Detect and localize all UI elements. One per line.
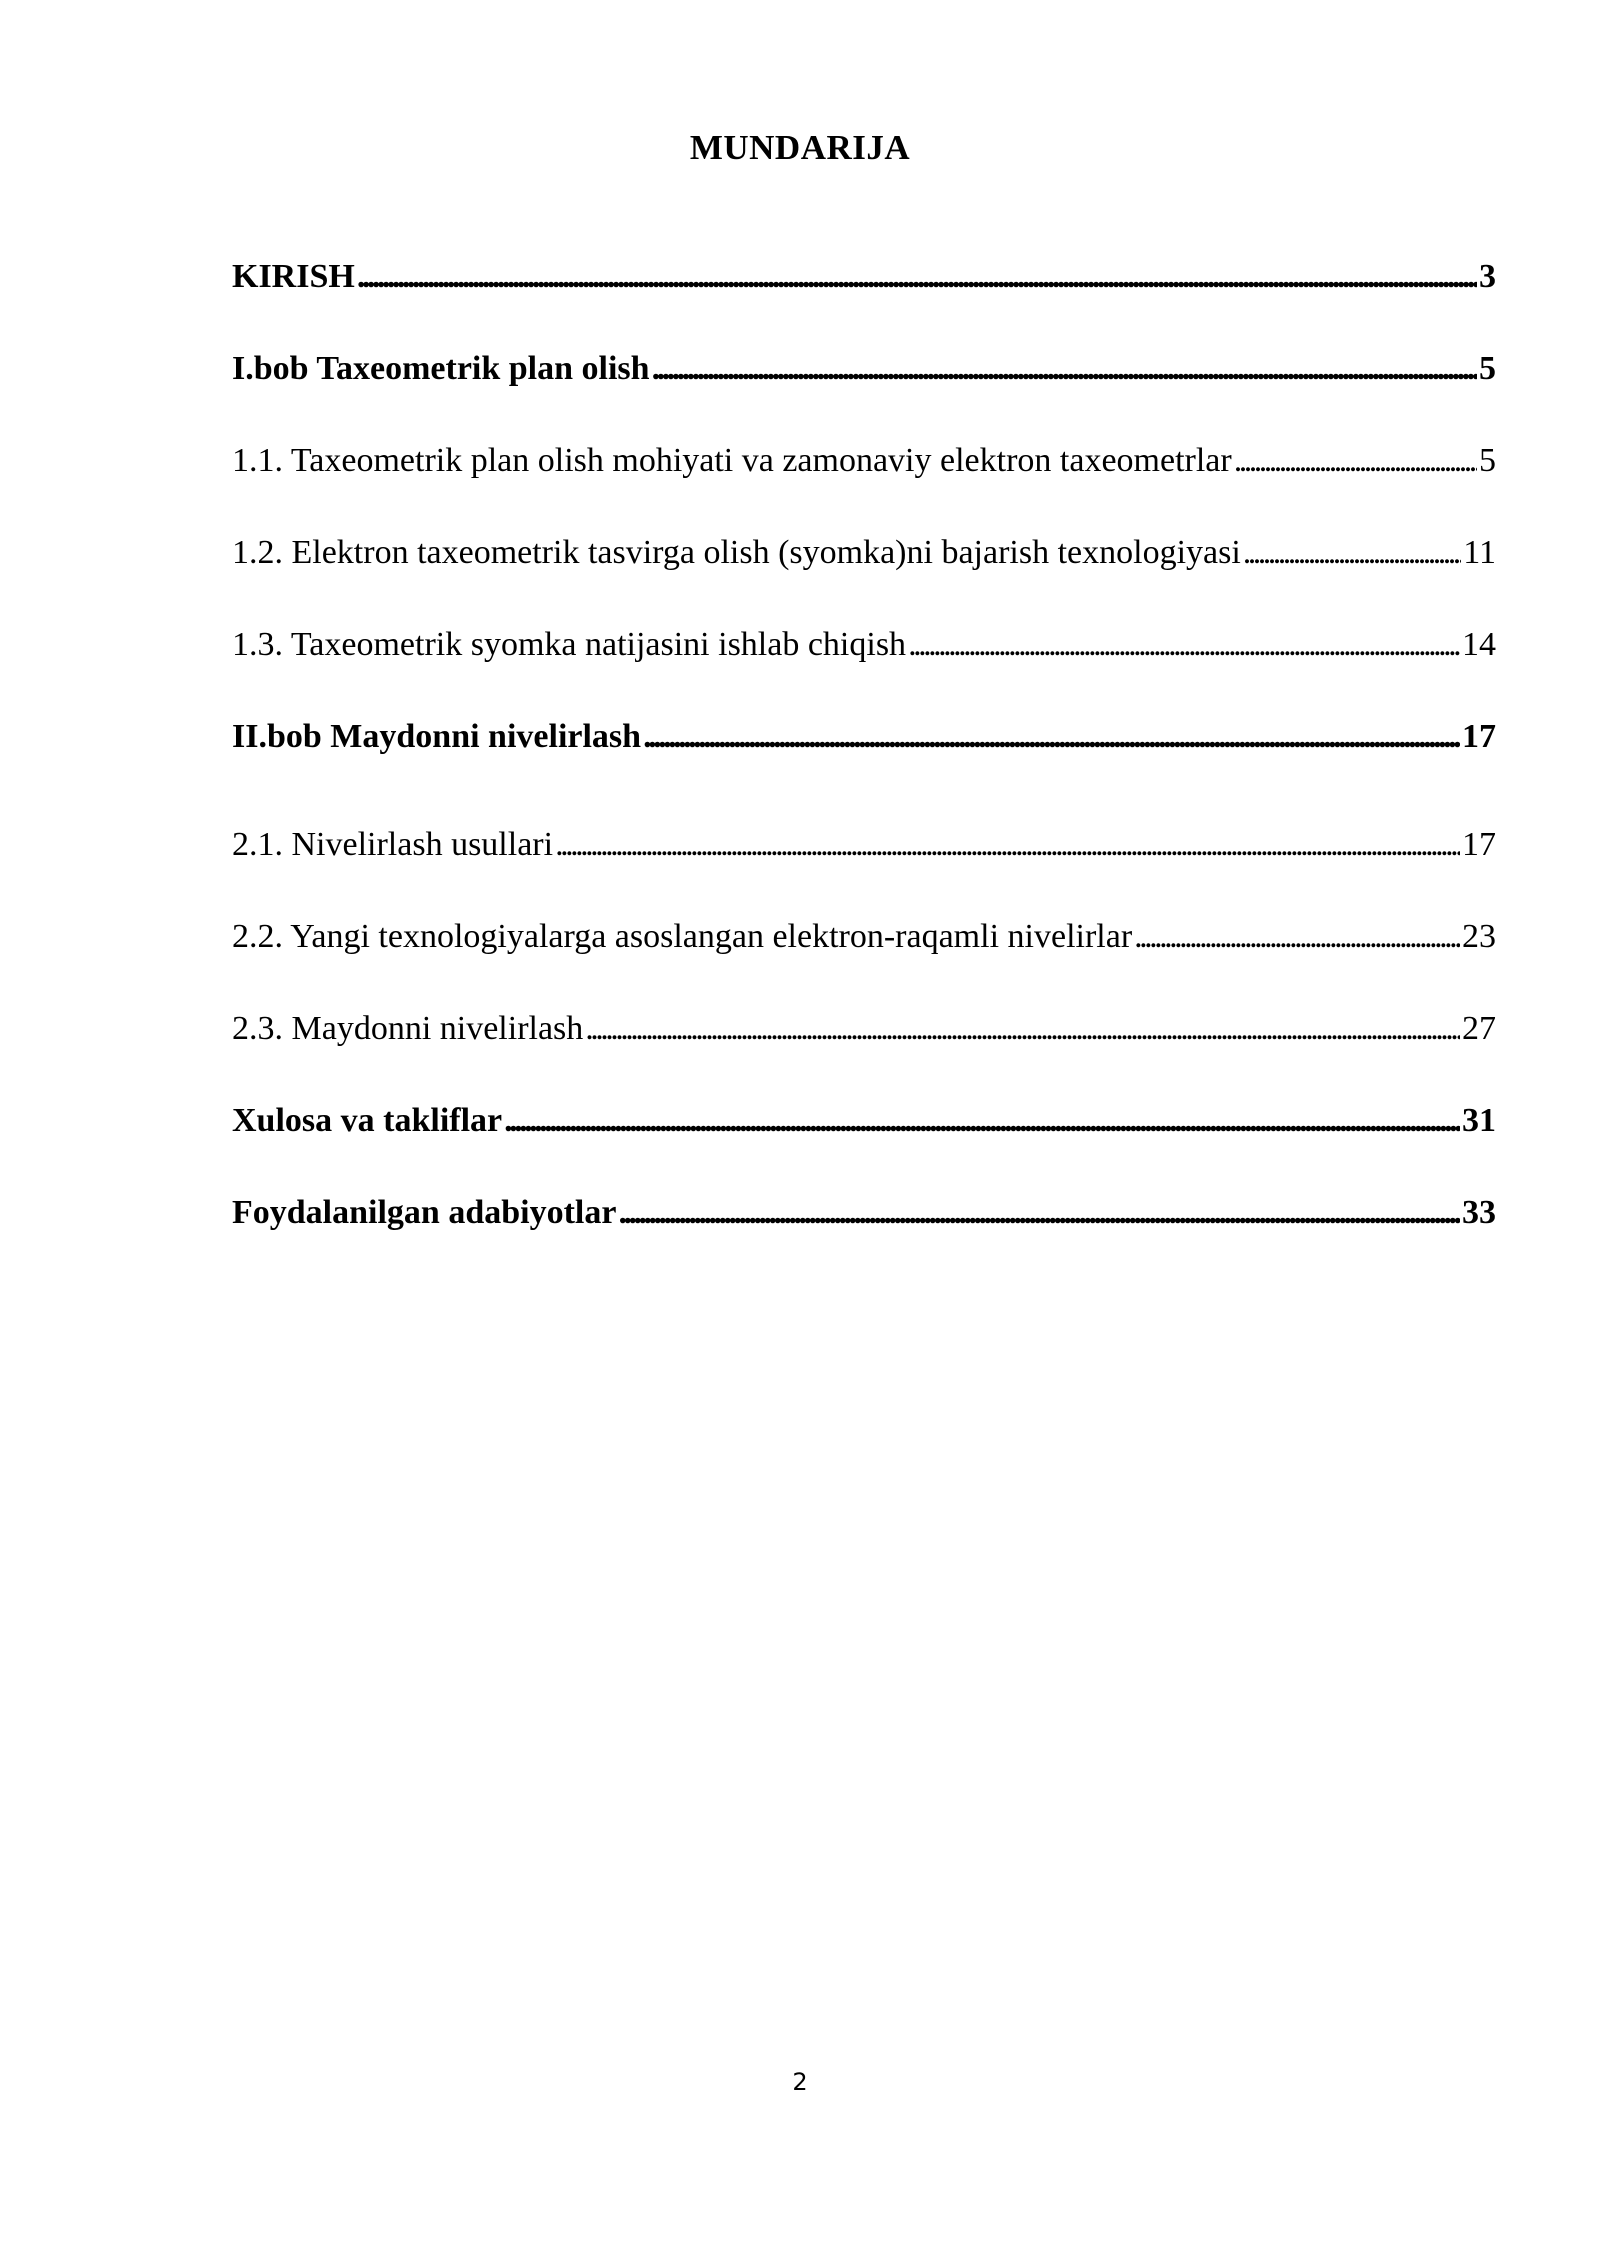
- toc-entry-1-3[interactable]: [232, 626, 1496, 676]
- document-title: MUNDARIJA: [689, 128, 911, 167]
- toc-entry-page: 14: [1462, 626, 1496, 663]
- toc-entry-kirish[interactable]: [232, 258, 1496, 308]
- toc-leader-dots: [643, 718, 1460, 756]
- toc-entry-page: 17: [1462, 718, 1496, 755]
- toc-entry-chapter-2[interactable]: [232, 718, 1496, 768]
- toc-leader-dots: [1243, 534, 1461, 572]
- toc-entry-label: Foydalanilgan adabiyotlar: [232, 1194, 617, 1231]
- toc-leader-dots: [908, 626, 1460, 664]
- toc-entry-label: 1.1. Taxeometrik plan olish mohiyati va zamonaviy elektron taxeometrlar: [232, 442, 1232, 479]
- toc-leader-dots: [585, 1010, 1460, 1048]
- toc-leader-dots: [618, 1194, 1460, 1232]
- toc-leader-dots: [652, 350, 1477, 388]
- toc-entry-label: 2.1. Nivelirlash usullari: [232, 826, 554, 863]
- toc-entry-page: 17: [1462, 826, 1496, 863]
- toc-entry-conclusion[interactable]: [232, 1102, 1496, 1152]
- toc-entry-label: 1.2. Elektron taxeometrik tasvirga olish (syomka)ni bajarish texnologiyasi: [232, 534, 1241, 571]
- toc-entry-label: I.bob Taxeometrik plan olish: [232, 350, 650, 387]
- toc-entry-label: II.bob Maydonni nivelirlash: [232, 718, 642, 755]
- toc-leader-dots: [1234, 442, 1477, 480]
- toc-leader-dots: [357, 258, 1477, 296]
- toc-entry-chapter-1[interactable]: [232, 350, 1496, 400]
- toc-entry-label: KIRISH: [232, 258, 355, 295]
- toc-entry-page: 33: [1462, 1194, 1496, 1231]
- toc-entry-page: 3: [1479, 258, 1496, 295]
- toc-entry-page: 5: [1479, 350, 1496, 387]
- page-number: 2: [792, 2068, 808, 2096]
- toc-entry-label: 2.2. Yangi texnologiyalarga asoslangan elektron-raqamli nivelirlar: [232, 918, 1133, 955]
- toc-entry-label: 1.3. Taxeometrik syomka natijasini ishlab chiqish: [232, 626, 907, 663]
- toc-entry-page: 11: [1463, 534, 1496, 571]
- toc-leader-dots: [504, 1102, 1460, 1140]
- toc-entry-2-1[interactable]: [232, 826, 1496, 876]
- toc-entry-1-2[interactable]: [232, 534, 1496, 584]
- toc-entry-2-3[interactable]: [232, 1010, 1496, 1060]
- toc-leader-dots: [555, 826, 1460, 864]
- toc-entry-page: 23: [1462, 918, 1496, 955]
- toc-entry-label: 2.3. Maydonni nivelirlash: [232, 1010, 584, 1047]
- toc-entry-page: 5: [1479, 442, 1496, 479]
- toc-entry-1-1[interactable]: [232, 442, 1496, 492]
- toc-entry-2-2[interactable]: [232, 918, 1496, 968]
- toc-entry-page: 31: [1462, 1102, 1496, 1139]
- toc-entry-page: 27: [1462, 1010, 1496, 1047]
- toc-entry-label: Xulosa va takliflar: [232, 1102, 503, 1139]
- toc-leader-dots: [1134, 918, 1460, 956]
- toc-entry-references[interactable]: [232, 1194, 1496, 1244]
